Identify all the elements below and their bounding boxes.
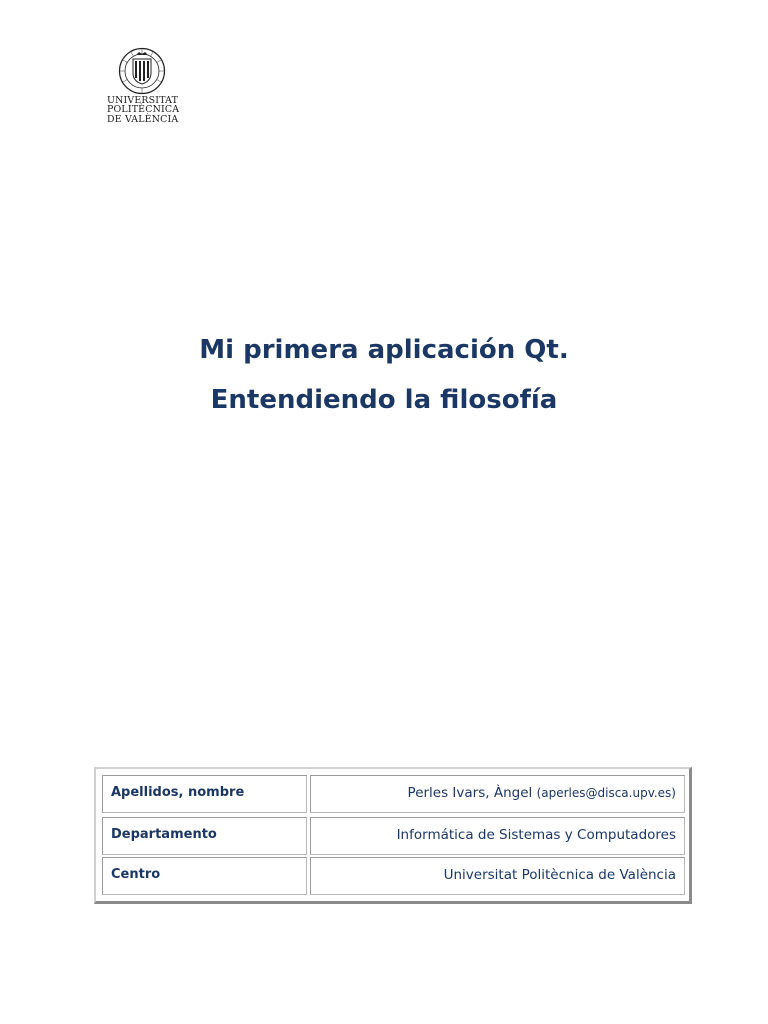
author-name: Perles Ivars, Àngel — [407, 785, 533, 801]
university-logo — [106, 47, 178, 124]
label-centro: Centro — [102, 857, 307, 895]
author-email[interactable]: (aperles@disca.upv.es) — [536, 786, 676, 800]
document-title — [0, 325, 768, 425]
value-departamento: Informática de Sistemas y Computadores — [310, 817, 685, 855]
university-name-line-2: POLITÈCNICA — [107, 104, 180, 116]
label-apellidos-nombre: Apellidos, nombre — [102, 775, 307, 813]
university-name — [106, 96, 178, 124]
table-row-departamento — [102, 817, 685, 855]
value-centro: Universitat Politècnica de València — [310, 857, 685, 895]
label-departamento: Departamento — [102, 817, 307, 855]
table-row-name — [102, 775, 685, 813]
university-name-line-3: DE VALÈNCIA — [107, 113, 179, 125]
value-apellidos-nombre — [310, 775, 685, 813]
author-info-table — [94, 767, 692, 904]
university-seal-icon — [118, 47, 166, 95]
table-row-centro — [102, 857, 685, 895]
document-title-line-2: Entendiendo la filosofía — [210, 385, 558, 415]
university-name-line-1: UNIVERSITAT — [107, 95, 179, 106]
document-title-line-1: Mi primera aplicación Qt. — [199, 335, 569, 365]
